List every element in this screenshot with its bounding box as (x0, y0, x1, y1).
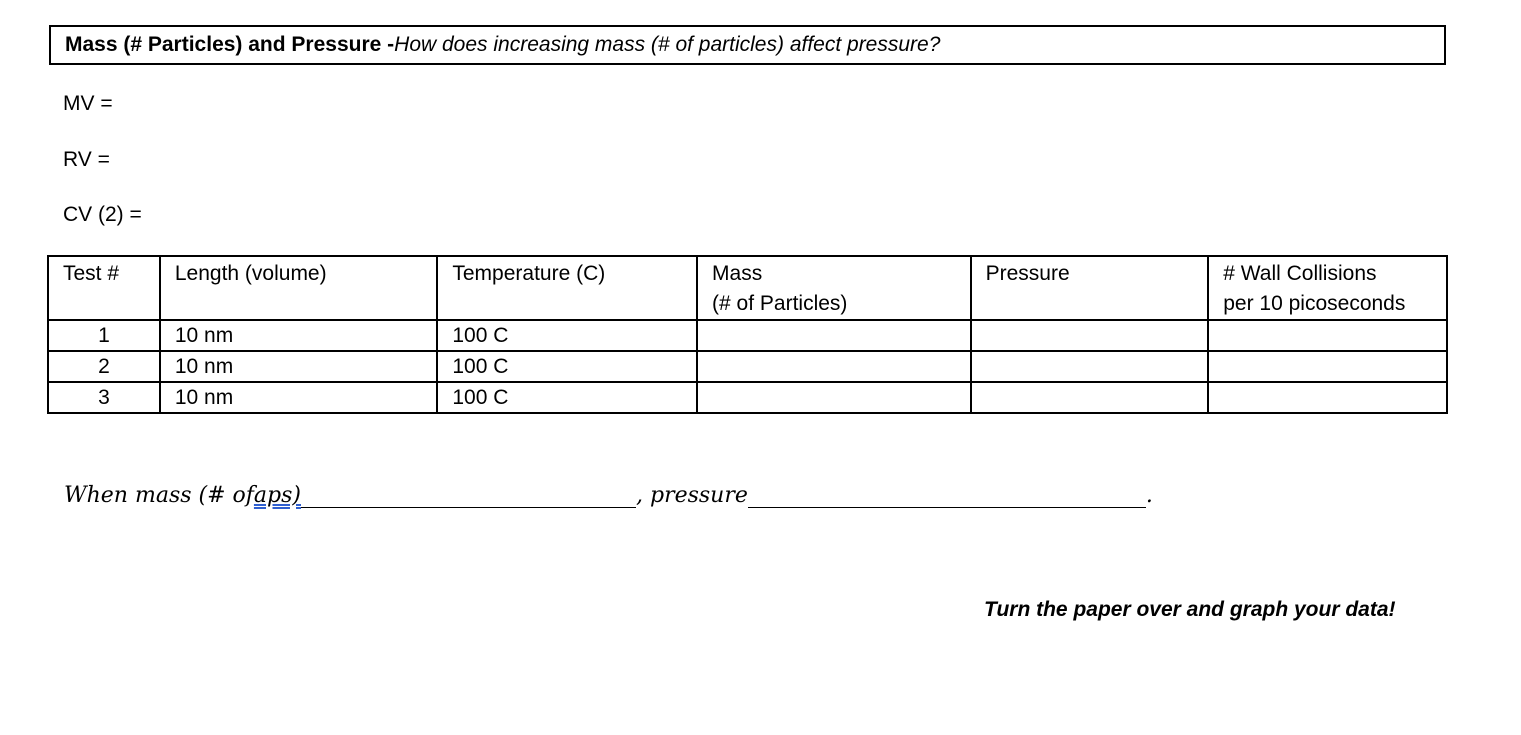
header-pressure: Pressure (971, 256, 1209, 320)
header-test-number: Test # (48, 256, 160, 320)
cell-pressure[interactable] (971, 320, 1209, 351)
cell-length: 10 nm (160, 351, 438, 382)
cell-test-number: 1 (48, 320, 160, 351)
table-row (48, 382, 1447, 413)
conclusion-text-middle: , pressure (636, 483, 748, 508)
cell-wall-collisions[interactable] (1208, 382, 1447, 413)
header-temperature: Temperature (C) (437, 256, 697, 320)
table-row (48, 351, 1447, 382)
manipulated-variable-label: MV = (63, 92, 113, 115)
cell-mass[interactable] (697, 382, 971, 413)
graph-instruction: Turn the paper over and graph your data! (984, 598, 1396, 621)
cell-test-number: 2 (48, 351, 160, 382)
header-wall-collisions: # Wall Collisions per 10 picoseconds (1208, 256, 1447, 320)
cell-temperature: 100 C (437, 382, 697, 413)
section-title: Mass (# Particles) and Pressure - (65, 33, 395, 56)
cell-pressure[interactable] (971, 351, 1209, 382)
data-table (47, 255, 1448, 414)
cell-wall-collisions[interactable] (1208, 320, 1447, 351)
cell-pressure[interactable] (971, 382, 1209, 413)
mass-answer-blank[interactable] (301, 483, 636, 508)
cell-length: 10 nm (160, 320, 438, 351)
cell-temperature: 100 C (437, 320, 697, 351)
table-row (48, 320, 1447, 351)
cell-mass[interactable] (697, 320, 971, 351)
header-mass: Mass (# of Particles) (697, 256, 971, 320)
conclusion-text-end: . (1145, 483, 1153, 508)
cell-test-number: 3 (48, 382, 160, 413)
cell-length: 10 nm (160, 382, 438, 413)
section-title-box (49, 25, 1446, 65)
table-header-row (48, 256, 1447, 320)
responding-variable-label: RV = (63, 148, 110, 171)
conclusion-sentence (64, 483, 1153, 508)
cell-mass[interactable] (697, 351, 971, 382)
cell-wall-collisions[interactable] (1208, 351, 1447, 382)
controlled-variables-label: CV (2) = (63, 203, 142, 226)
cell-temperature: 100 C (437, 351, 697, 382)
section-question: How does increasing mass (# of particles) affect pressure? (394, 33, 941, 56)
pressure-answer-blank[interactable] (748, 483, 1146, 508)
header-length: Length (volume) (160, 256, 438, 320)
conclusion-text-start: When mass (# of (64, 483, 254, 508)
conclusion-underlined-word: aps) (253, 483, 301, 508)
